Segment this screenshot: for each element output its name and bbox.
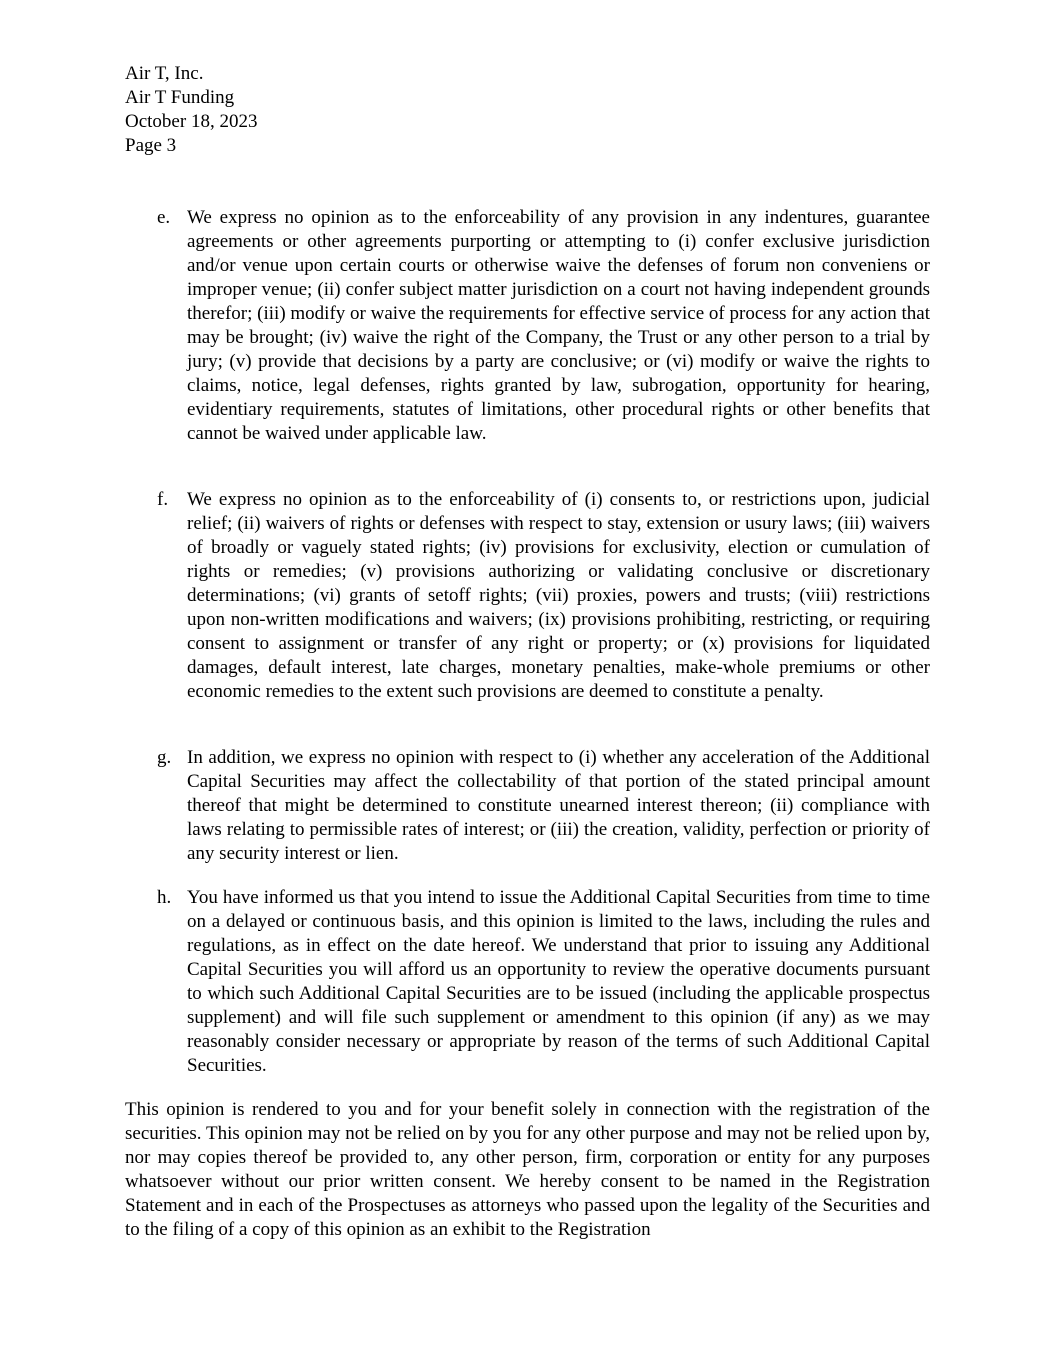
letter-header [125,62,257,158]
list-item-text: You have informed us that you intend to issue the Additional Capital Securities from time to time on a delayed or continuous basis, and this opinion is limited to the laws, including the rules and regulations, as in effect on the date hereof. We understand that prior to issuing any Additional Capital Securities you will afford us an opportunity to review the operative documents pursuant to which such Additional Capital Securities are to be issued (including the applicable prospectus supplement) and will file such supplement or amendment to this opinion (if any) as we may reasonably consider necessary or appropriate by reason of the terms of such Additional Capital Securities. [187,887,930,1076]
list-item-e [157,206,930,446]
list-item-text: We express no opinion as to the enforceability of (i) consents to, or restrictions upon, judicial relief; (ii) waivers of rights or defenses with respect to stay, extension or usury laws; (iii) waivers of broadly or vaguely stated rights; (iv) provisions for exclusivity, election or cumulation of rights or remedies; (v) provisions authorizing or validating conclusive or discretionary determinations; (vi) grants of setoff rights; (vii) proxies, powers and trusts; (viii) restrictions upon non-written modifications and waivers; (ix) provisions prohibiting, restricting, or requiring consent to assignment or transfer of any right or property; or (x) provisions for liquidated damages, default interest, late charges, monetary penalties, make-whole premiums or other economic remedies to the extent such provisions are deemed to constitute a penalty. [187,489,930,702]
list-item-h [157,886,930,1078]
closing-paragraph: This opinion is rendered to you and for your benefit solely in connection with the registration of the securities. This opinion may not be relied on by you for any other purpose and may not be relied upon by, nor may copies thereof be provided to, any other person, firm, corporation or entity for any purposes whatsoever without our prior written consent. We hereby consent to be named in the Registration Statement and in each of the Prospectuses as attorneys who passed upon the legality of the Securities and to the filing of a copy of this opinion as an exhibit to the Registration [125,1099,930,1240]
list-marker: h. [157,887,172,908]
header-date: October 18, 2023 [125,111,258,132]
list-marker: e. [157,207,171,228]
list-item-f [157,488,930,704]
list-item-text: We express no opinion as to the enforceability of any provision in any indentures, guarantee agreements or other agreements purporting or attempting to (i) confer exclusive jurisdiction and/or venue upon certain courts or otherwise waive the defenses of forum non conveniens or improper venue; (ii) confer subject matter jurisdiction on a court not having independent grounds therefor; (iii) modify or waive the requirements for effective service of process for any action that may be brought; (iv) waive the right of the Company, the Trust or any other person to a trial by jury; (v) provide that decisions by a party are conclusive; or (vi) modify or waive the rights to claims, notice, legal defenses, rights granted by law, subrogation, opportunity for hearing, evidentiary requirements, statutes of limitations, other procedural rights or other benefits that cannot be waived under applicable law. [187,207,930,444]
header-addressee: Air T Funding [125,87,235,108]
list-marker: g. [157,747,172,768]
header-company: Air T, Inc. [125,63,204,84]
list-item-text: In addition, we express no opinion with respect to (i) whether any acceleration of the Additional Capital Securities may affect the collectability of that portion of the stated principal amount thereof that might be determined to constitute unearned interest thereon; (ii) compliance with laws relating to permissible rates of interest; or (iii) the creation, validity, perfection or priority of any security interest or lien. [187,747,930,864]
header-page-number: Page 3 [125,135,177,156]
list-item-g [157,746,930,866]
list-marker: f. [157,489,169,510]
